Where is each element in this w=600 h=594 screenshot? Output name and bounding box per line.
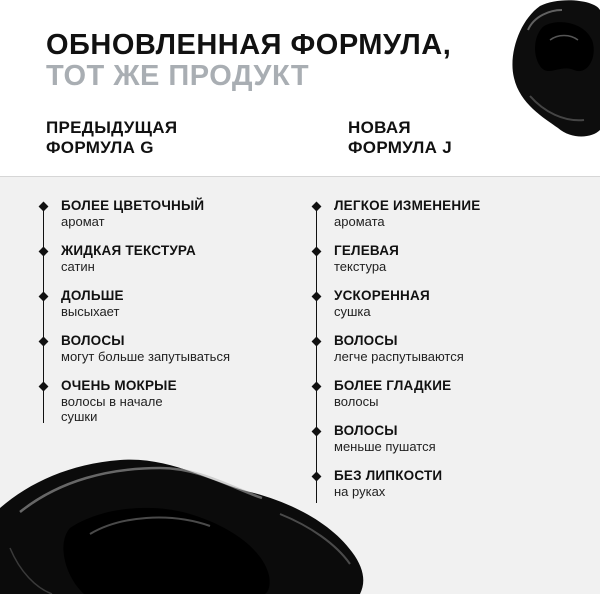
diamond-bullet-icon [312, 337, 322, 347]
item-subtitle: текстура [334, 259, 387, 274]
item-title: ВОЛОСЫ [334, 423, 398, 438]
item-title: ЛЕГКОЕ ИЗМЕНЕНИЕ [334, 198, 481, 213]
diamond-bullet-icon [39, 337, 49, 347]
list-item [316, 422, 480, 467]
item-title: ВОЛОСЫ [61, 333, 125, 348]
previous-formula-heading [46, 118, 177, 158]
item-title: БОЛЕЕ ГЛАДКИЕ [334, 378, 452, 393]
item-subtitle: сатин [61, 259, 95, 274]
list-item [43, 197, 230, 242]
diamond-bullet-icon [312, 202, 322, 212]
new-heading-line-1: НОВАЯ [348, 118, 411, 137]
item-title: ДОЛЬШЕ [61, 288, 124, 303]
item-subtitle: на руках [334, 484, 386, 499]
item-subtitle: могут больше запутываться [61, 349, 230, 364]
item-subtitle: легче распутываются [334, 349, 464, 364]
previous-formula-list [43, 197, 230, 422]
previous-heading-line-2: ФОРМУЛА G [46, 138, 154, 157]
diamond-bullet-icon [312, 382, 322, 392]
diamond-bullet-icon [39, 292, 49, 302]
item-title: ВОЛОСЫ [334, 333, 398, 348]
item-subtitle: волосы [334, 394, 379, 409]
item-title: УСКОРЕННАЯ [334, 288, 430, 303]
list-item [316, 377, 480, 422]
list-item [316, 197, 480, 242]
diamond-bullet-icon [39, 202, 49, 212]
item-subtitle: аромата [334, 214, 385, 229]
list-item [316, 467, 480, 512]
diamond-bullet-icon [312, 292, 322, 302]
item-subtitle: сушка [334, 304, 371, 319]
item-subtitle: аромат [61, 214, 105, 229]
list-item [43, 242, 230, 287]
item-title: БОЛЕЕ ЦВЕТОЧНЫЙ [61, 198, 205, 213]
new-formula-heading [348, 118, 452, 158]
item-subtitle: меньше пушатся [334, 439, 436, 454]
page-headline [46, 30, 451, 92]
item-subtitle-line-2: сушки [61, 409, 98, 424]
previous-heading-line-1: ПРЕДЫДУЩАЯ [46, 118, 178, 137]
list-item [316, 287, 480, 332]
section-divider [0, 176, 600, 177]
list-item [316, 332, 480, 377]
list-item [43, 287, 230, 332]
list-item [43, 332, 230, 377]
diamond-bullet-icon [39, 247, 49, 257]
item-title: БЕЗ ЛИПКОСТИ [334, 468, 443, 483]
list-item [43, 377, 230, 422]
headline-line-2: ТОТ ЖЕ ПРОДУКТ [46, 60, 310, 92]
diamond-bullet-icon [39, 382, 49, 392]
new-formula-list [316, 197, 480, 512]
item-title: ОЧЕНЬ МОКРЫЕ [61, 378, 177, 393]
item-subtitle: волосы в начале [61, 394, 163, 409]
item-title: ЖИДКАЯ ТЕКСТУРА [61, 243, 196, 258]
new-heading-line-2: ФОРМУЛА J [348, 138, 453, 157]
headline-line-1: ОБНОВЛЕННАЯ ФОРМУЛА, [46, 29, 452, 61]
item-subtitle: высыхает [61, 304, 120, 319]
list-item [316, 242, 480, 287]
item-title: ГЕЛЕВАЯ [334, 243, 400, 258]
diamond-bullet-icon [312, 247, 322, 257]
diamond-bullet-icon [312, 427, 322, 437]
product-texture-blob-top [500, 0, 600, 140]
